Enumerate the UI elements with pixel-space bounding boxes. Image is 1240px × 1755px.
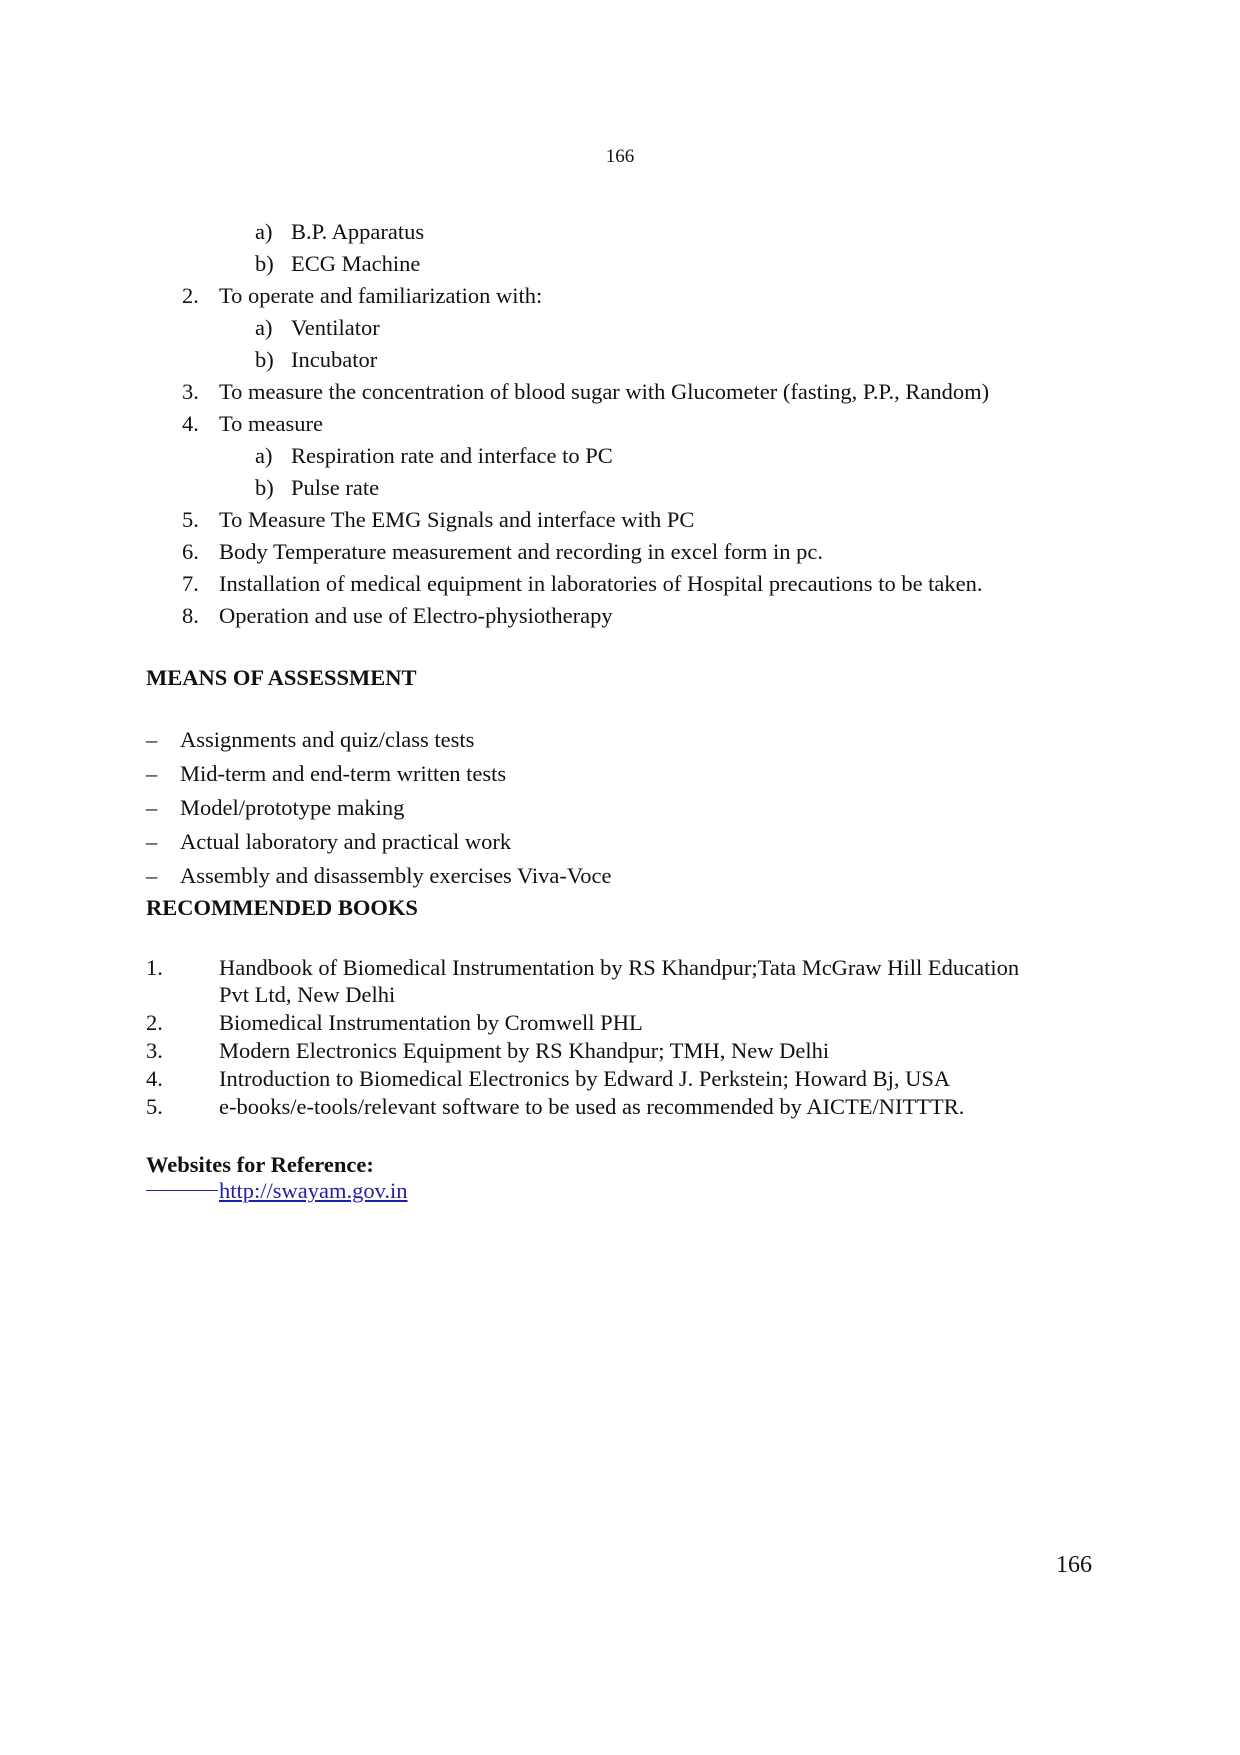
book-marker: 4. [146, 1066, 163, 1091]
section-heading-books: RECOMMENDED BOOKS [146, 895, 418, 920]
bullet-dash: – [146, 829, 158, 854]
book-item: Biomedical Instrumentation by Cromwell PHL [219, 1010, 643, 1035]
book-marker: 2. [146, 1010, 163, 1035]
list-marker: b) [255, 475, 274, 500]
list-marker: 7. [182, 571, 199, 596]
list-item: To operate and familiarization with: [219, 283, 543, 308]
list-item: Ventilator [291, 315, 380, 340]
bullet-dash: – [146, 795, 158, 820]
swayam-link[interactable]: http://swayam.gov.in [219, 1178, 408, 1203]
bullet-dash: – [146, 863, 158, 888]
assessment-item: Actual laboratory and practical work [180, 829, 512, 854]
list-marker: 3. [182, 379, 199, 404]
book-item: Introduction to Biomedical Electronics by Edward J. Perkstein; Howard Bj, USA [219, 1066, 951, 1091]
list-item: B.P. Apparatus [291, 219, 425, 244]
book-marker: 5. [146, 1094, 163, 1119]
list-item: Pulse rate [291, 475, 380, 500]
list-marker: 6. [182, 539, 199, 564]
list-item: Installation of medical equipment in laboratories of Hospital precautions to be taken. [219, 571, 983, 596]
bullet-dash: – [146, 727, 158, 752]
list-item: Body Temperature measurement and recording in excel form in pc. [219, 539, 824, 564]
bullet-dash: – [146, 761, 158, 786]
list-item: Respiration rate and interface to PC [291, 443, 613, 468]
list-item: To measure the concentration of blood sugar with Glucometer (fasting, P.P., Random) [219, 379, 990, 404]
list-item: Operation and use of Electro-physiotherapy [219, 603, 613, 628]
book-marker: 1. [146, 955, 163, 980]
section-heading-assessment: MEANS OF ASSESSMENT [146, 665, 417, 690]
page-number-bottom: 166 [1056, 1552, 1092, 1578]
list-marker: 4. [182, 411, 199, 436]
book-marker: 3. [146, 1038, 163, 1063]
list-marker: 8. [182, 603, 199, 628]
list-item: Incubator [291, 347, 378, 372]
assessment-item: Mid-term and end-term written tests [180, 761, 507, 786]
book-item: Handbook of Biomedical Instrumentation by RS Khandpur;Tata McGraw Hill Education [219, 955, 1020, 980]
assessment-item: Model/prototype making [180, 795, 405, 820]
assessment-item: Assembly and disassembly exercises Viva-Voce [180, 863, 612, 888]
book-item-continued: Pvt Ltd, New Delhi [219, 982, 396, 1007]
page-number-top: 166 [605, 146, 635, 167]
list-marker: 2. [182, 283, 199, 308]
list-marker: b) [255, 251, 274, 276]
list-item: To Measure The EMG Signals and interface with PC [219, 507, 695, 532]
book-item: Modern Electronics Equipment by RS Khandpur; TMH, New Delhi [219, 1038, 830, 1063]
list-marker: a) [255, 315, 273, 340]
list-item: ECG Machine [291, 251, 421, 276]
book-item: e-books/e-tools/relevant software to be used as recommended by AICTE/NITTTR. [219, 1094, 965, 1119]
assessment-item: Assignments and quiz/class tests [180, 727, 475, 752]
list-item: To measure [219, 411, 324, 436]
section-heading-websites: Websites for Reference: [146, 1152, 374, 1177]
list-marker: 5. [182, 507, 199, 532]
link-underline-indent [146, 1189, 218, 1191]
list-marker: a) [255, 219, 273, 244]
list-marker: a) [255, 443, 273, 468]
list-marker: b) [255, 347, 274, 372]
